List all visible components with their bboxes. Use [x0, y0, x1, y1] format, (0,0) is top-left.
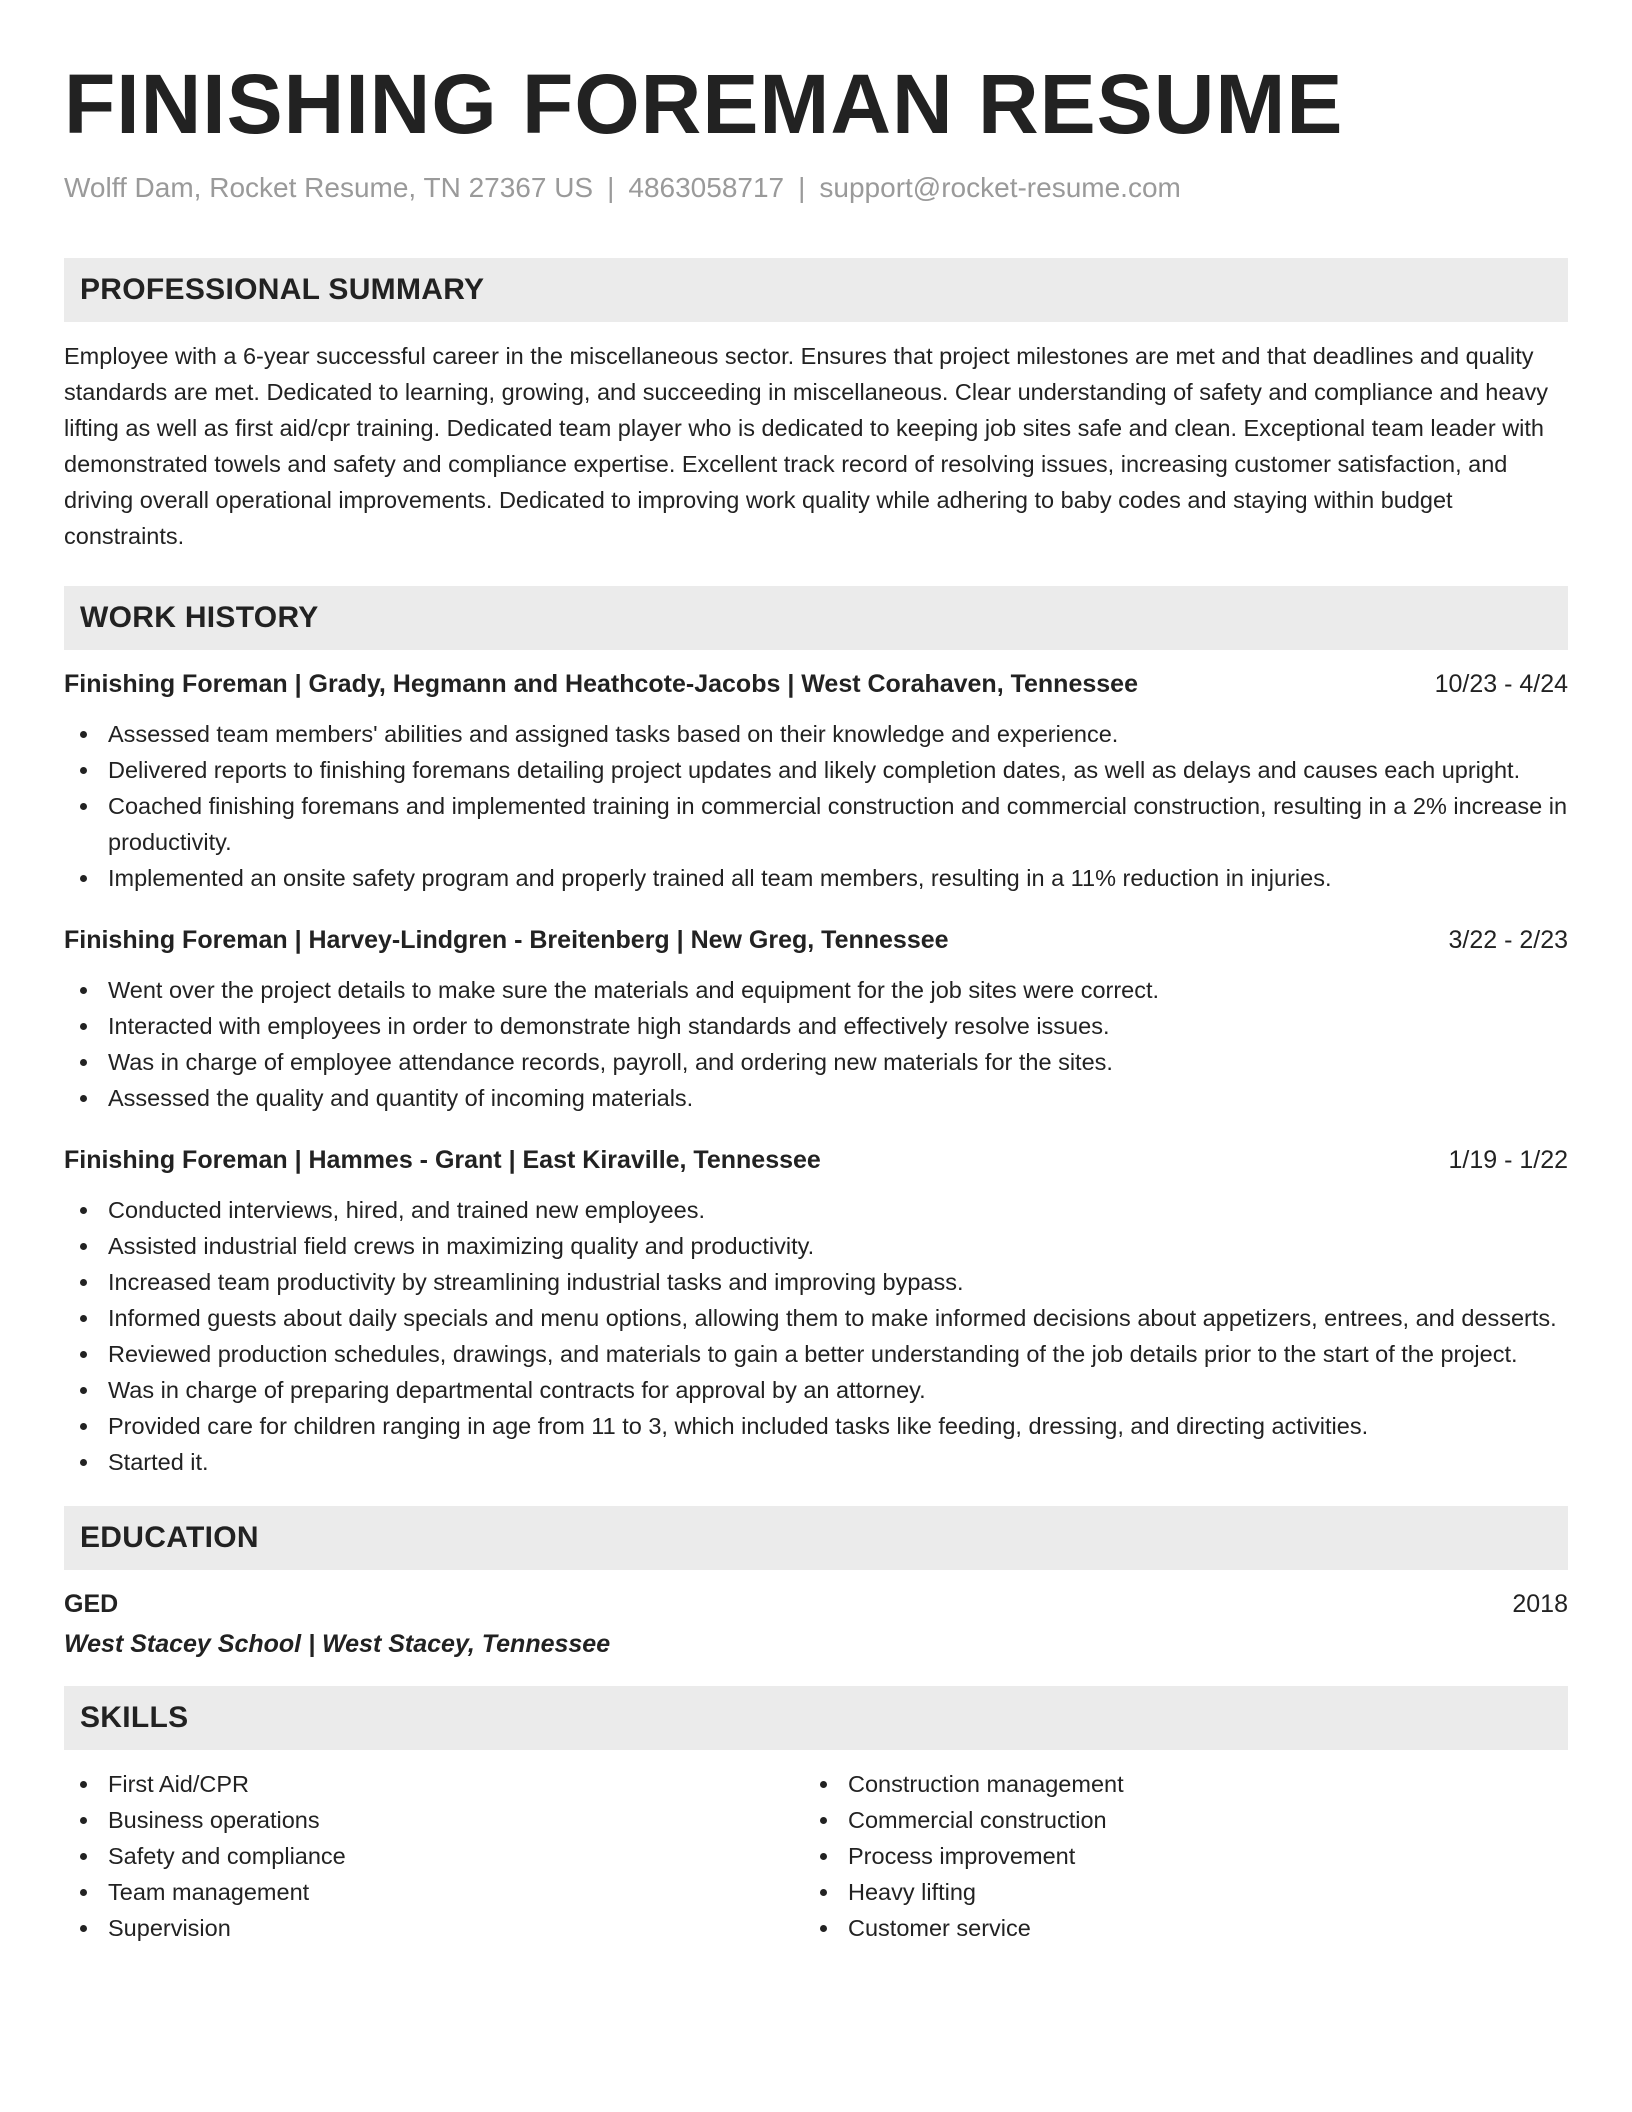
- section-heading-work-history: WORK HISTORY: [64, 586, 1568, 650]
- job-bullet: Informed guests about daily specials and menu options, allowing them to make informed decisions about appetizers, entrees, and desserts.: [64, 1300, 1568, 1336]
- skill-item: Heavy lifting: [804, 1874, 1544, 1910]
- education-entry: [64, 1586, 1568, 1622]
- job-bullet: Went over the project details to make sure the materials and equipment for the job sites were correct.: [64, 972, 1568, 1008]
- skills-list: [64, 1766, 804, 1946]
- job-bullet: Coached finishing foremans and implemented training in commercial construction and commercial construction, resulting in a 2% increase in productivity.: [64, 788, 1568, 860]
- section-heading-education: EDUCATION: [64, 1506, 1568, 1570]
- job-bullet: Assessed the quality and quantity of incoming materials.: [64, 1080, 1568, 1116]
- skill-item: Process improvement: [804, 1838, 1544, 1874]
- job-bullet: Assisted industrial field crews in maximizing quality and productivity.: [64, 1228, 1568, 1264]
- skill-item: Safety and compliance: [64, 1838, 804, 1874]
- skill-item: Business operations: [64, 1802, 804, 1838]
- contact-email: support@rocket-resume.com: [819, 172, 1181, 203]
- job-bullet: Reviewed production schedules, drawings, and materials to gain a better understanding of the job details prior to the start of the project.: [64, 1336, 1568, 1372]
- job-bullet: Delivered reports to finishing foremans detailing project updates and likely completion dates, as well as delays and causes each upright.: [64, 752, 1568, 788]
- section-heading-skills: SKILLS: [64, 1686, 1568, 1750]
- job-bullet: Interacted with employees in order to demonstrate high standards and effectively resolve issues.: [64, 1008, 1568, 1044]
- job-bullet: Provided care for children ranging in age from 11 to 3, which included tasks like feeding, dressing, and directing activities.: [64, 1408, 1568, 1444]
- job-bullet: Increased team productivity by streamlining industrial tasks and improving bypass.: [64, 1264, 1568, 1300]
- resume-title: FINISHING FOREMAN RESUME: [64, 57, 1344, 151]
- skill-item: Customer service: [804, 1910, 1544, 1946]
- job-bullet: Conducted interviews, hired, and trained new employees.: [64, 1192, 1568, 1228]
- job-dates: 10/23 - 4/24: [1434, 670, 1568, 699]
- education-year: 2018: [1512, 1590, 1568, 1619]
- section-heading-summary: PROFESSIONAL SUMMARY: [64, 258, 1568, 322]
- contact-line: [64, 170, 1568, 206]
- job-bullet: Was in charge of preparing departmental contracts for approval by an attorney.: [64, 1372, 1568, 1408]
- job-title: Finishing Foreman | Hammes - Grant | East Kiraville, Tennessee: [64, 1146, 821, 1175]
- job-header: [64, 1142, 1568, 1178]
- skill-item: First Aid/CPR: [64, 1766, 804, 1802]
- job-bullets: [64, 972, 1568, 1116]
- skill-item: Construction management: [804, 1766, 1544, 1802]
- job-entry: [64, 1142, 1568, 1480]
- contact-address: Wolff Dam, Rocket Resume, TN 27367 US: [64, 172, 594, 203]
- job-title: Finishing Foreman | Harvey-Lindgren - Breitenberg | New Greg, Tennessee: [64, 926, 949, 955]
- job-header: [64, 666, 1568, 702]
- job-header: [64, 922, 1568, 958]
- job-dates: 3/22 - 2/23: [1448, 926, 1568, 955]
- job-dates: 1/19 - 1/22: [1448, 1146, 1568, 1175]
- skills-column-left: [64, 1766, 804, 1946]
- job-bullet: Started it.: [64, 1444, 1568, 1480]
- contact-separator: |: [798, 172, 806, 203]
- summary-text: Employee with a 6-year successful career in the miscellaneous sector. Ensures that project milestones are met and that deadlines and quality standards are met. Dedicated to learning, growing, and succeeding in miscellaneous. Clear understanding of safety and compliance and heavy lifting as well as first aid/cpr training. Dedicated team player who is dedicated to keeping job sites safe and clean. Exceptional team leader with demonstrated towels and safety and compliance expertise. Excellent track record of resolving issues, increasing customer satisfaction, and driving overall operational improvements. Dedicated to improving work quality while adhering to baby codes and staying within budget constraints.: [64, 343, 1548, 550]
- job-bullet: Implemented an onsite safety program and properly trained all team members, resulting in a 11% reduction in injuries.: [64, 860, 1568, 896]
- skill-item: Commercial construction: [804, 1802, 1544, 1838]
- contact-phone: 4863058717: [628, 172, 785, 203]
- job-entry: [64, 922, 1568, 1116]
- skills-list: [804, 1766, 1544, 1946]
- job-bullets: [64, 716, 1568, 896]
- skill-item: Team management: [64, 1874, 804, 1910]
- education-school: West Stacey School | West Stacey, Tennessee: [64, 1630, 611, 1659]
- skill-item: Supervision: [64, 1910, 804, 1946]
- job-bullet: Assessed team members' abilities and assigned tasks based on their knowledge and experience.: [64, 716, 1568, 752]
- education-degree: GED: [64, 1590, 119, 1619]
- contact-separator: |: [607, 172, 615, 203]
- skills-grid: [64, 1766, 1568, 1946]
- job-bullet: Was in charge of employee attendance records, payroll, and ordering new materials for the sites.: [64, 1044, 1568, 1080]
- job-title: Finishing Foreman | Grady, Hegmann and Heathcote-Jacobs | West Corahaven, Tennessee: [64, 670, 1138, 699]
- job-bullets: [64, 1192, 1568, 1480]
- skills-column-right: [804, 1766, 1544, 1946]
- job-entry: [64, 666, 1568, 896]
